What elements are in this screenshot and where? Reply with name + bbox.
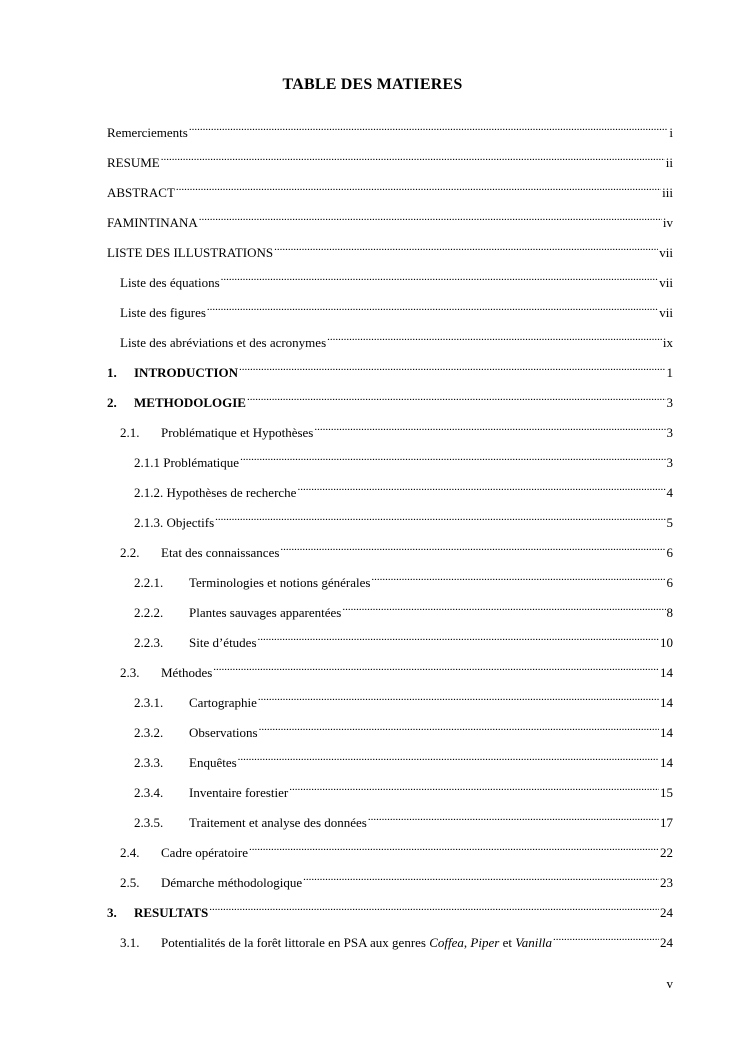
toc-page-number: 3 xyxy=(666,425,673,440)
dot-leader xyxy=(289,779,659,797)
toc-entry-number: 2. xyxy=(107,395,117,410)
toc-entry-number: 2.2.2. xyxy=(134,605,164,620)
dot-leader xyxy=(239,359,665,377)
toc-entry-abstract[interactable] xyxy=(107,179,673,200)
toc-entry-label: Site d’études xyxy=(189,635,257,650)
toc-page-number: 10 xyxy=(660,635,673,650)
toc-page-number: iii xyxy=(662,185,673,200)
toc-entry-traitement-analyse[interactable] xyxy=(134,809,673,830)
toc-entry-label-text: Potentialités de la forêt littorale en PSA aux genres xyxy=(161,935,426,950)
toc-entry-label: Liste des abréviations et des acronymes xyxy=(120,335,327,350)
dot-leader xyxy=(371,569,665,587)
toc-entry-number: 2.5. xyxy=(120,875,140,890)
toc-page-number: ii xyxy=(665,155,673,170)
toc-page-number: 17 xyxy=(660,815,673,830)
dot-leader xyxy=(189,119,669,137)
toc-entry-label: 2.1.3. Objectifs xyxy=(134,515,215,530)
toc-entry-number: 3. xyxy=(107,905,117,920)
toc-entry-label: INTRODUCTION xyxy=(134,365,239,380)
genus-coffea: Coffea xyxy=(429,935,464,950)
toc-entry-label: METHODOLOGIE xyxy=(134,395,246,410)
toc-entry-number: 3.1. xyxy=(120,935,140,950)
toc-entry-introduction[interactable] xyxy=(107,359,673,380)
dot-leader xyxy=(213,659,659,677)
dot-leader xyxy=(368,809,659,827)
toc-entry-label: RESULTATS xyxy=(134,905,209,920)
toc-page-number: 8 xyxy=(666,605,673,620)
separator: , xyxy=(463,935,471,950)
toc-entry-number: 2.3.5. xyxy=(134,815,164,830)
toc-entry-label: Terminologies et notions générales xyxy=(189,575,371,590)
toc-entry-number: 2.3.1. xyxy=(134,695,164,710)
toc-entry-label: Inventaire forestier xyxy=(189,785,289,800)
footer-page-number: v xyxy=(666,976,673,991)
toc-entry-label: 2.1.1 Problématique xyxy=(134,455,240,470)
dot-leader xyxy=(221,269,659,287)
toc-page-number: vii xyxy=(659,275,673,290)
toc-page-number: 24 xyxy=(660,905,673,920)
toc-page-number: 14 xyxy=(660,755,673,770)
dot-leader xyxy=(274,239,658,257)
dot-leader xyxy=(297,479,665,497)
dot-leader xyxy=(247,389,666,407)
toc-entry-label: Cadre opératoire xyxy=(161,845,248,860)
toc-entry-number: 2.4. xyxy=(120,845,140,860)
toc-entry-liste-abreviations[interactable] xyxy=(120,329,673,350)
toc-page-number: iv xyxy=(662,215,673,230)
toc-page-number: 5 xyxy=(666,515,673,530)
toc-entry-label: Démarche méthodologique xyxy=(161,875,303,890)
toc-entry-label: Etat des connaissances xyxy=(161,545,280,560)
toc-entry-enquetes[interactable] xyxy=(134,749,673,770)
toc-entry-label: Plantes sauvages apparentées xyxy=(189,605,342,620)
toc-entry-cartographie[interactable] xyxy=(134,689,673,710)
dot-leader xyxy=(199,209,662,227)
toc-entry-problematique-hypotheses[interactable] xyxy=(120,419,673,440)
toc-entry-number: 2.3.2. xyxy=(134,725,164,740)
toc-entry-label: Enquêtes xyxy=(189,755,237,770)
toc-entry-cadre-operatoire[interactable] xyxy=(120,839,673,860)
toc-entry-label: Traitement et analyse des données xyxy=(189,815,367,830)
toc-entry-etat-connaissances[interactable] xyxy=(120,539,673,560)
toc-entry-potentialites[interactable] xyxy=(120,929,673,950)
toc-entry-remerciements[interactable] xyxy=(107,119,673,140)
toc-page-number: 1 xyxy=(666,365,673,380)
toc-page-number: 15 xyxy=(660,785,673,800)
toc-entry-label: LISTE DES ILLUSTRATIONS xyxy=(107,245,274,260)
dot-leader xyxy=(258,629,659,647)
dot-leader xyxy=(238,749,659,767)
toc-entry-liste-equations[interactable] xyxy=(120,269,673,290)
toc-entry-label: ABSTRACT xyxy=(107,185,175,200)
toc-entry-famintinana[interactable] xyxy=(107,209,673,230)
toc-page-number: vii xyxy=(659,305,673,320)
toc-page-number: 4 xyxy=(666,485,673,500)
toc-entry-number: 2.3. xyxy=(120,665,140,680)
toc-entry-methodes[interactable] xyxy=(120,659,673,680)
toc-entry-label: FAMINTINANA xyxy=(107,215,198,230)
dot-leader xyxy=(342,599,665,617)
toc-page-number: 14 xyxy=(660,665,673,680)
toc-entry-methodologie[interactable] xyxy=(107,389,673,410)
toc-entry-label: RESUME xyxy=(107,155,160,170)
toc-entry-plantes-sauvages[interactable] xyxy=(134,599,673,620)
dot-leader xyxy=(314,419,665,437)
toc-entry-number: 2.2. xyxy=(120,545,140,560)
toc-page-number: 22 xyxy=(660,845,673,860)
toc-entry-number: 2.2.1. xyxy=(134,575,164,590)
toc-page-number: ix xyxy=(662,335,673,350)
dot-leader xyxy=(553,929,659,947)
page-title: TABLE DES MATIERES xyxy=(282,76,463,93)
toc-entry-label: 2.1.2. Hypothèses de recherche xyxy=(134,485,297,500)
dot-leader xyxy=(327,329,662,347)
dot-leader xyxy=(249,839,659,857)
dot-leader xyxy=(280,539,665,557)
genus-piper: Piper xyxy=(470,935,500,950)
toc-entry-resultats[interactable] xyxy=(107,899,673,920)
toc-page-number: vii xyxy=(659,245,673,260)
toc-entry-problematique[interactable] xyxy=(134,449,673,470)
toc-entry-liste-illustrations[interactable] xyxy=(107,239,673,260)
separator: et xyxy=(499,935,516,950)
dot-leader xyxy=(207,299,658,317)
dot-leader xyxy=(209,899,659,917)
toc-entry-label: Cartographie xyxy=(189,695,257,710)
toc-entry-inventaire-forestier[interactable] xyxy=(134,779,673,800)
dot-leader xyxy=(303,869,659,887)
toc-entry-terminologies[interactable] xyxy=(134,569,673,590)
toc-page-number: 6 xyxy=(666,545,673,560)
toc-entry-number: 2.3.3. xyxy=(134,755,164,770)
dot-leader xyxy=(161,149,665,167)
toc-page-number: 3 xyxy=(666,395,673,410)
toc-entry-label xyxy=(161,934,552,952)
toc-entry-number: 2.3.4. xyxy=(134,785,164,800)
dot-leader xyxy=(258,689,659,707)
toc-page-number: 14 xyxy=(660,695,673,710)
toc-page-number: i xyxy=(669,125,673,140)
toc-entry-label: Observations xyxy=(189,725,258,740)
toc-entry-label: Problématique et Hypothèses xyxy=(161,425,314,440)
toc-entry-objectifs[interactable] xyxy=(134,509,673,530)
toc-entry-number: 1. xyxy=(107,365,117,380)
toc-entry-number: 2.1. xyxy=(120,425,140,440)
toc-entry-label: Remerciements xyxy=(107,125,188,140)
toc-entry-label: Liste des équations xyxy=(120,275,220,290)
toc-page-number: 23 xyxy=(660,875,673,890)
toc-page-number: 14 xyxy=(660,725,673,740)
dot-leader xyxy=(176,179,661,197)
toc-entry-resume[interactable] xyxy=(107,149,673,170)
toc-entry-liste-figures[interactable] xyxy=(120,299,673,320)
toc-entry-observations[interactable] xyxy=(134,719,673,740)
toc-page-number: 6 xyxy=(666,575,673,590)
toc-entry-site-etudes[interactable] xyxy=(134,629,673,650)
toc-entry-label: Méthodes xyxy=(161,665,213,680)
genus-vanilla: Vanilla xyxy=(515,935,553,950)
dot-leader xyxy=(240,449,665,467)
toc-entry-number: 2.2.3. xyxy=(134,635,164,650)
toc-entry-hypotheses-recherche[interactable] xyxy=(134,479,673,500)
toc-page-number: 3 xyxy=(666,455,673,470)
toc-entry-label: Liste des figures xyxy=(120,305,206,320)
toc-page-number: 24 xyxy=(660,935,673,950)
dot-leader xyxy=(259,719,659,737)
toc-entry-demarche-methodologique[interactable] xyxy=(120,869,673,890)
dot-leader xyxy=(215,509,665,527)
